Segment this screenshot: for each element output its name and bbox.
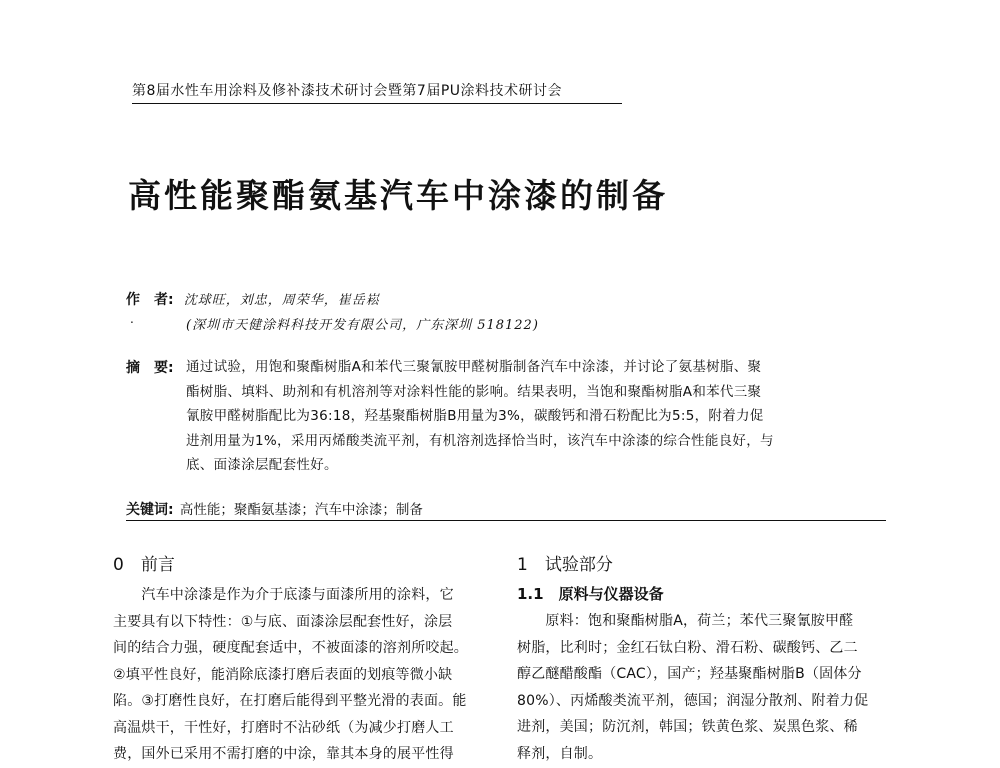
left-column (113, 552, 483, 768)
body-line: 进剂，美国；防沉剂，韩国；铁黄色浆、炭黑色浆、稀 (517, 719, 858, 735)
body-line: 释剂，自制。 (517, 745, 603, 762)
authors-names: 沈球旺，刘忠，周荣华，崔岳崧 (183, 293, 380, 308)
body-line: 80%）、丙烯酸类流平剂，德国；润湿分散剂、附着力促 (517, 692, 869, 709)
body-line: 醇乙醚醋酸酯（CAC），国产；羟基聚酯树脂B（固体分 (517, 666, 862, 682)
keywords-text: 高性能；聚酯氨基漆；汽车中涂漆；制备 (179, 502, 423, 518)
body-line: 主要具有以下特性：①与底、面漆涂层配套性好，涂层 (113, 613, 453, 630)
body-line: 原料：饱和聚酯树脂A，荷兰；苯代三聚氰胺甲醛 (517, 613, 854, 629)
abstract-line: 进剂用量为1%，采用丙烯酸类流平剂，有机溶剂选择恰当时，该汽车中涂漆的综合性能良好，与 (186, 432, 774, 449)
paper-title: 高性能聚酯氨基汽车中涂漆的制备 (128, 176, 668, 215)
abstract-line: 底、面漆涂层配套性好。 (186, 457, 338, 473)
section-title-intro: 0 前言 (113, 555, 175, 575)
affiliation: (深圳市天健涂料科技开发有限公司，广东深圳 518122) (186, 318, 539, 333)
authors-label: 作 者: (126, 292, 174, 308)
authors-row (126, 289, 380, 309)
running-header: 第8届水性车用涂料及修补漆技术研讨会暨第7届PU涂料技术研讨会 (132, 83, 563, 99)
keywords-label: 关键词: (126, 502, 174, 518)
abstract-line: 通过试验，用饱和聚酯树脂A和苯代三聚氰胺甲醛树脂制备汽车中涂漆，并讨论了氨基树脂、聚 (186, 359, 762, 375)
header-rule (132, 103, 622, 104)
body-line: 陷。③打磨性良好，在打磨后能得到平整光滑的表面。能 (113, 693, 467, 709)
body-line: 高温烘干，干性好，打磨时不沾砂纸（为减少打磨人工 (113, 719, 454, 736)
body-line: 树脂，比利时；金红石钛白粉、滑石粉、碳酸钙、乙二 (517, 639, 858, 656)
keywords-row (126, 498, 423, 519)
subsection-title-materials: 1.1 原料与仪器设备 (517, 585, 664, 603)
keywords-rule (126, 520, 886, 521)
body-line: 间的结合力强，硬度配套适中，不被面漆的溶剂所咬起。 (113, 640, 468, 656)
abstract-body (186, 355, 826, 478)
right-column (517, 552, 887, 767)
abstract-label: 摘 要: (126, 360, 174, 376)
abstract-line: 氰胺甲醛树脂配比为36:18，羟基聚酯树脂B用量为3%，碳酸钙和滑石粉配比为5:5，附着力促 (186, 408, 764, 424)
body-line: 汽车中涂漆是作为介于底漆与面漆所用的涂料，它 (113, 587, 454, 603)
affiliation-dot: . (130, 312, 134, 326)
body-line: ②填平性良好，能消除底漆打磨后表面的划痕等微小缺 (113, 666, 453, 683)
body-line: 费，国外已采用不需打磨的中涂，靠其本身的展平性得 (113, 746, 454, 762)
abstract-line: 酯树脂、填料、助剂和有机溶剂等对涂料性能的影响。结果表明，当饱和聚酯树脂A和苯代三聚 (186, 383, 762, 400)
section-title-experiment: 1 试验部分 (517, 555, 613, 575)
